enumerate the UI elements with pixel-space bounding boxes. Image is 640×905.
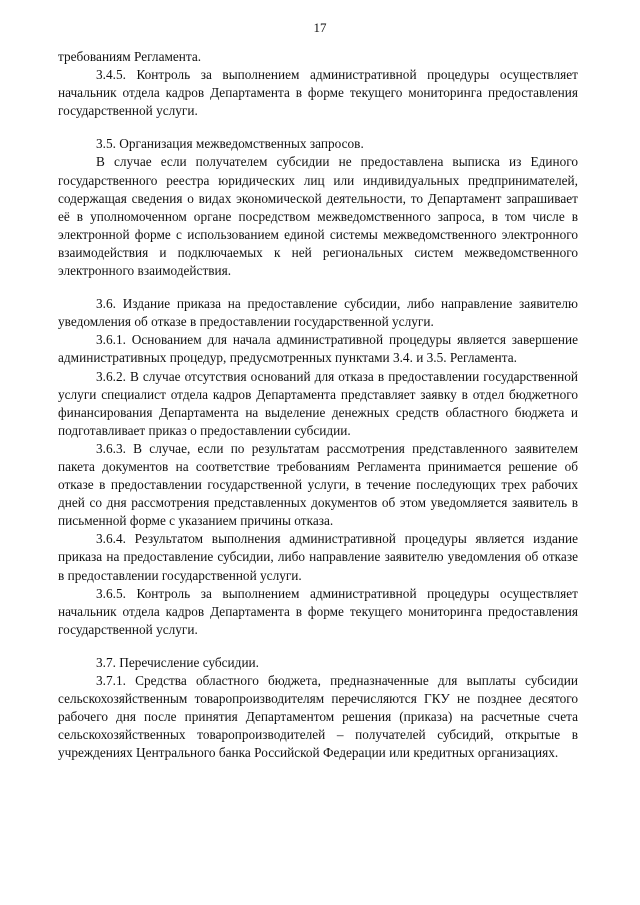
paragraph-3-5-body: В случае если получателем субсидии не предоставлена выписка из Единого государственного реестра юридических лиц или индивидуальных предпринимателей, содержащая сведения о видах экономической деятельности, то Департамент запрашивает её в уполномоченном органе посредством межведомственного запроса, в том числе в электронной форме с использованием единой системы межведомственного электронного взаимодействия и подключаемых к ней региональных систем межведомственного электронного взаимодействия. (58, 154, 578, 279)
paragraph-3-6-2: 3.6.2. В случае отсутствия оснований для отказа в предоставлении государственной услуги специалист отдела кадров Департамента представляет заявку в отдел бюджетного финансирования Департамента на выделение денежных средств областного бюджета и подготавливает приказ о предоставлении субсидии. (58, 368, 578, 438)
paragraph-continuation: требованиям Регламента. (58, 49, 202, 64)
paragraph-3-4-5: 3.4.5. Контроль за выполнением административной процедуры осуществляет начальник отдела кадров Департамента в форме текущего мониторинга предоставления государственной услуги. (58, 67, 578, 119)
paragraph-3-6-4: 3.6.4. Результатом выполнения административной процедуры является издание приказа на предоставление субсидии, либо направление заявителю уведомления об отказе в предоставлении государственной услуги. (58, 531, 578, 583)
page-number: 17 (313, 20, 327, 35)
section-heading-3-6: 3.6. Издание приказа на предоставление субсидии, либо направление заявителю уведомления об отказе в предоставлении государственной услуги. (58, 296, 578, 330)
paragraph-3-7-1: 3.7.1. Средства областного бюджета, предназначенные для выплаты субсидии сельскохозяйственным товаропроизводителям перечисляются ГКУ не позднее десятого рабочего дня после принятия Департаментом решения (приказа) на расчетные счета сельскохозяйственных товаропроизводителей – получателей субсидий, открытые в учреждениях Центрального банка Российской Федерации или кредитных организациях. (58, 673, 578, 761)
section-heading-3-5: 3.5. Организация межведомственных запросов. (96, 136, 364, 152)
paragraph-3-6-1: 3.6.1. Основанием для начала административной процедуры является завершение административных процедур, предусмотренных пунктами 3.4. и 3.5. Регламента. (58, 332, 578, 366)
paragraph-3-6-3: 3.6.3. В случае, если по результатам рассмотрения представленного заявителем пакета документов на соответствие требованиям Регламента принимается решение об отказе в предоставлении государственной услуги, в течение последующих трех рабочих дней со дня рассмотрения представленных документов об этом уведомляется заявитель в письменной форме с указанием причины отказа. (58, 440, 578, 529)
document-body (58, 48, 578, 762)
paragraph-3-6-5: 3.6.5. Контроль за выполнением административной процедуры осуществляет начальник отдела кадров Департамента в форме текущего мониторинга предоставления государственной услуги. (58, 585, 578, 637)
section-heading-3-7: 3.7. Перечисление субсидии. (96, 654, 259, 670)
